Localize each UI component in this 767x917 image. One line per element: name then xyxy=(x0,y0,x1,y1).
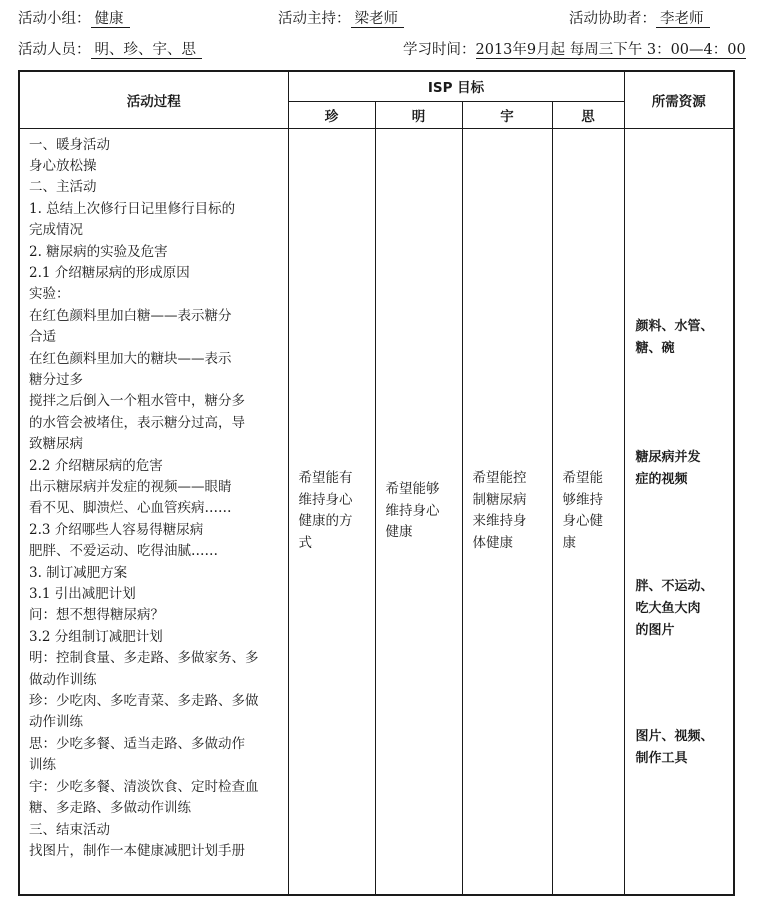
member-header: 明 xyxy=(375,101,462,128)
time-label: 学习时间： xyxy=(403,42,476,58)
goal-line: 体健康 xyxy=(472,534,513,551)
process-line: 宇：少吃多餐、清淡饮食、定时检查血 xyxy=(29,778,259,795)
process-line: 1. 总结上次修行日记里修行目标的 xyxy=(29,200,236,217)
col-header-process: 活动过程 xyxy=(19,71,288,128)
members-label: 活动人员： xyxy=(18,42,91,58)
resource-item xyxy=(636,576,714,642)
goal-line: 康 xyxy=(562,534,576,551)
process-line: 2.2 介绍糖尿病的危害 xyxy=(29,457,163,474)
process-line: 完成情况 xyxy=(29,222,83,239)
resource-line: 颜料、水管、 xyxy=(635,318,714,334)
goal-line: 健康的方 xyxy=(298,513,353,530)
group-field xyxy=(18,9,130,29)
goal-line: 够维持 xyxy=(562,491,603,508)
process-line: 搅拌之后倒入一个粗水管中，糖分多 xyxy=(29,393,245,410)
goal-cell-yu xyxy=(462,128,552,895)
process-line: 找图片，制作一本健康减肥计划手册 xyxy=(29,842,245,859)
resource-line: 糖尿病并发 xyxy=(635,449,701,465)
resource-line: 制作工具 xyxy=(635,750,688,766)
process-line: 明：控制食量、多走路、多做家务、多 xyxy=(29,650,259,667)
process-line: 看不见、脚溃烂、心血管疾病…… xyxy=(29,500,232,517)
goal-cell-ming xyxy=(375,128,462,895)
col-header-resources: 所需资源 xyxy=(624,71,734,128)
assistant-value: 李老师 xyxy=(656,11,710,28)
host-field xyxy=(278,9,404,29)
goal-line: 希望能够 xyxy=(385,481,440,497)
host-value: 梁老师 xyxy=(351,11,405,28)
process-line: 2.3 介绍哪些人容易得糖尿病 xyxy=(29,521,204,538)
resource-item xyxy=(636,316,714,360)
process-line: 训练 xyxy=(29,757,56,774)
goal-line: 维持身心 xyxy=(385,502,440,519)
resource-item xyxy=(636,726,714,770)
goal-line: 希望能 xyxy=(562,470,603,487)
process-line: 珍：少吃肉、多吃青菜、多走路、多做 xyxy=(29,693,259,710)
process-line: 实验： xyxy=(29,286,70,303)
process-line: 出示糖尿病并发症的视频——眼睛 xyxy=(29,479,232,495)
process-line: 3.2 分组制订减肥计划 xyxy=(29,628,163,645)
assistant-label: 活动协助者： xyxy=(569,11,656,27)
assistant-field xyxy=(569,9,710,29)
group-label: 活动小组： xyxy=(18,11,91,27)
members-value: 明、珍、宇、思 xyxy=(91,42,203,59)
process-line: 3.1 引出减肥计划 xyxy=(29,586,136,603)
goal-line: 式 xyxy=(298,534,312,551)
goal-cell-si xyxy=(552,128,624,895)
process-line: 2. 糖尿病的实验及危害 xyxy=(29,243,168,260)
goal-cell-zhen xyxy=(288,128,375,895)
col-header-isp: ISP 目标 xyxy=(288,71,624,101)
process-line: 3. 制订减肥方案 xyxy=(29,564,128,581)
process-line: 问：想不想得糖尿病？ xyxy=(29,607,164,624)
member-header: 宇 xyxy=(462,101,552,128)
resource-line: 胖、不运动、 xyxy=(635,578,714,594)
process-line: 在红色颜料里加大的糖块——表示 xyxy=(29,350,232,367)
process-line: 身心放松操 xyxy=(29,157,97,174)
member-header: 思 xyxy=(552,101,624,128)
goal-line: 健康 xyxy=(385,524,413,540)
group-value: 健康 xyxy=(91,11,130,28)
goal-line: 希望能控 xyxy=(472,470,527,487)
members-field xyxy=(18,40,202,60)
activity-table xyxy=(18,70,735,896)
goal-line: 来维持身 xyxy=(472,513,527,530)
process-line: 一、暖身活动 xyxy=(29,136,110,153)
process-line: 的水管会被堵住，表示糖分过高，导 xyxy=(29,414,245,431)
resource-line: 图片、视频、 xyxy=(635,728,714,744)
resources-cell xyxy=(624,128,734,895)
process-line: 思：少吃多餐、适当走路、多做动作 xyxy=(29,735,245,752)
time-field xyxy=(403,40,746,60)
goal-line: 希望能有 xyxy=(298,470,353,487)
process-line: 三、结束活动 xyxy=(29,821,110,838)
resource-line: 糖、碗 xyxy=(635,340,675,356)
process-line: 2.1 介绍糖尿病的形成原因 xyxy=(29,264,190,281)
resource-item xyxy=(636,447,701,491)
goal-line: 维持身心 xyxy=(298,491,353,508)
process-cell xyxy=(19,128,288,895)
goal-line: 制糖尿病 xyxy=(472,491,527,508)
process-line: 做动作训练 xyxy=(29,671,97,688)
goal-line: 身心健 xyxy=(562,513,603,530)
member-header: 珍 xyxy=(288,101,375,128)
process-line: 糖、多走路、多做动作训练 xyxy=(29,800,191,817)
resource-line: 的图片 xyxy=(635,622,675,638)
resource-line: 症的视频 xyxy=(635,471,688,487)
process-line: 二、主活动 xyxy=(29,179,97,196)
time-value: 2013年9月起 每周三下午 3：00—4：00 xyxy=(475,42,746,58)
process-line: 合适 xyxy=(29,329,56,346)
resource-line: 吃大鱼大肉 xyxy=(635,600,701,616)
process-line: 在红色颜料里加白糖——表示糖分 xyxy=(29,307,232,324)
process-line: 肥胖、不爱运动、吃得油腻…… xyxy=(29,543,218,560)
host-label: 活动主持： xyxy=(278,11,351,27)
process-line: 动作训练 xyxy=(29,714,83,731)
process-line: 糖分过多 xyxy=(29,371,83,388)
process-line: 致糖尿病 xyxy=(29,436,83,453)
